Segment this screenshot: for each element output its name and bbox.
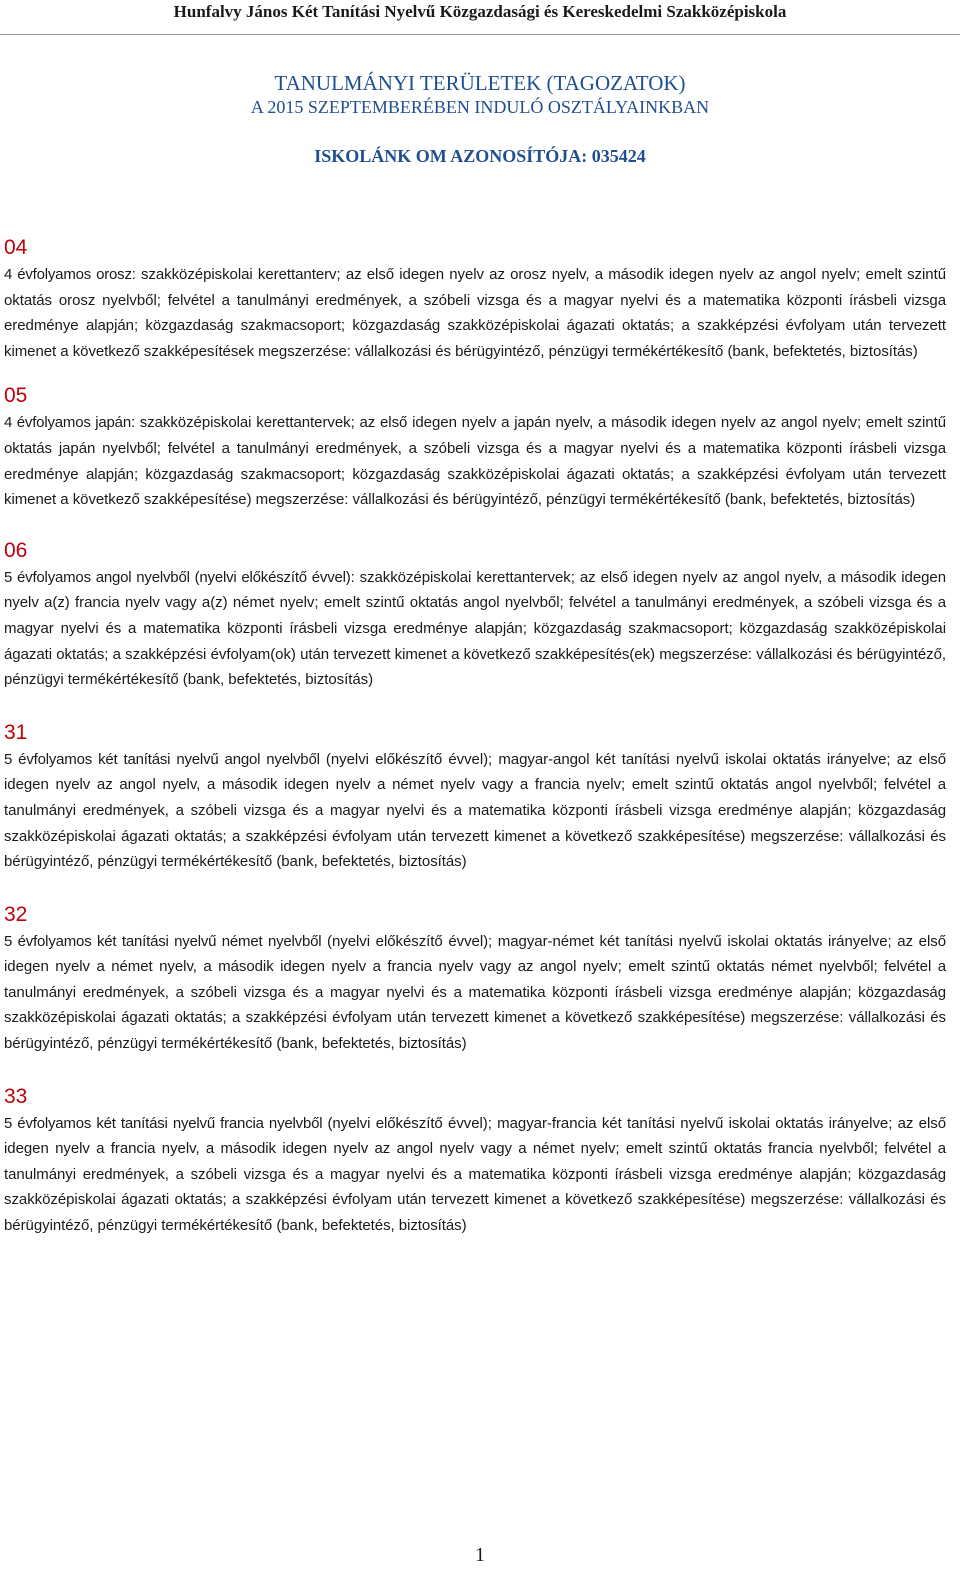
study-area-text: szakközépiskolai kerettanterv; az első idegen nyelv az orosz nyelv, a második idegen nyelv az angol nyelv; emelt szintű oktatás orosz nyelvből; felvétel a tanulmányi eredmények, a szóbeli vizsga és a magyar nyelvi és a matematika központi írásbeli vizsga eredménye alapján; közgazdaság szakmacsoport; közgazdaság szakközépiskolai ágazati oktatás; a szakképzési évfolyam után tervezett kimenet a következő szakképesítések megszerzése: vállalkozási és bérügyintéző, pénzügyi termékértékesítő (bank, befektetés, biztosítás) [4, 266, 946, 360]
study-area-description [4, 410, 946, 512]
study-area-description [4, 747, 946, 875]
study-area-lead: 5 évfolyamos két tanítási nyelvű angol nyelvből [4, 750, 320, 768]
study-areas-list [4, 234, 946, 1239]
study-area-lead: 5 évfolyamos két tanítási nyelvű francia nyelvből ( [4, 1114, 333, 1132]
study-area-lead: 4 évfolyamos japán: [4, 414, 135, 432]
study-area-section [4, 234, 946, 364]
study-area-description [4, 262, 946, 364]
sub-title: A 2015 SZEPTEMBERÉBEN INDULÓ OSZTÁLYAINKBAN [250, 97, 710, 117]
study-area-text: szakközépiskolai kerettantervek; az első idegen nyelv az angol nyelv, a második idegen nyelv a(z) francia nyelv vagy a(z) német nyelv; emelt szintű oktatás angol nyelvből; felvétel a tanulmányi eredmények, a szóbeli vizsga és a magyar nyelvi és a matematika központi írásbeli vizsga eredménye alapján; közgazdaság szakmacsoport; közgazdaság szakközépiskolai ágazati oktatás; a szakképzési évfolyam(ok) után tervezett kimenet a következő szakképesítés(ek) megszerzése: vállalkozási és bérügyintéző, pénzügyi termékértékesítő (bank, befektetés, biztosítás) [4, 568, 946, 689]
study-area-section [4, 901, 946, 1057]
study-area-lead: 5 évfolyamos két tanítási nyelvű német nyelvből [4, 932, 322, 950]
study-area-code: 33 [4, 1084, 28, 1108]
study-area-code: 32 [4, 902, 28, 926]
study-area-lead: 4 évfolyamos orosz: [4, 266, 136, 283]
study-area-text: nyelvi előkészítő évvel); magyar-francia két tanítási nyelvű iskolai oktatás irányelve; az első idegen nyelv a francia nyelv, a második idegen nyelv az angol nyelv vagy a német nyelv; emelt szintű oktatás francia nyelvből; felvétel a tanulmányi eredmények, a szóbeli vizsga és a magyar nyelvi és a matematika központi írásbeli vizsga eredménye alapján; közgazdaság szakközépiskolai ágazati oktatás; a szakképzési évfolyam után tervezett kimenet a következő szakképesítése) megszerzése: vállalkozási és bérügyintéző, pénzügyi termékértékesítő (bank, befektetés, biztosítás) [4, 1114, 946, 1235]
study-area-code: 06 [4, 538, 28, 562]
study-area-code: 31 [4, 720, 28, 744]
study-area-description [4, 1111, 946, 1239]
study-area-section [4, 382, 946, 512]
page-number: 1 [475, 1544, 485, 1566]
title-block [0, 70, 960, 167]
study-area-text: (nyelvi előkészítő évvel); magyar-angol két tanítási nyelvű iskolai oktatás irányelve; az első idegen nyelv az angol nyelv, a második idegen nyelv a német nyelv vagy a francia nyelv; emelt szintű oktatás angol nyelvből; felvétel a tanulmányi eredmények, a szóbeli vizsga és a magyar nyelvi és a matematika központi írásbeli vizsga eredménye alapján; közgazdaság szakközépiskolai ágazati oktatás; a szakképzési évfolyam után tervezett kimenet a következő szakképesítése) megszerzése: vállalkozási és bérügyintéző, pénzügyi termékértékesítő (bank, befektetés, biztosítás) [4, 750, 946, 871]
study-area-lead: 5 évfolyamos angol nyelvből (nyelvi előkészítő évvel): [4, 568, 355, 586]
school-name: Hunfalvy János Két Tanítási Nyelvű Közgazdasági és Kereskedelmi Szakközépiskola [173, 2, 787, 21]
study-area-description [4, 929, 946, 1057]
study-area-code: 04 [4, 236, 28, 259]
study-area-code: 05 [4, 384, 28, 408]
main-title: TANULMÁNYI TERÜLETEK (TAGOZATOK) [274, 71, 686, 95]
study-area-description [4, 565, 946, 693]
study-area-text: szakközépiskolai kerettantervek; az első idegen nyelv a japán nyelv, a második idegen nyelv az angol nyelv; emelt szintű oktatás japán nyelvből; felvétel a tanulmányi eredmények, a szóbeli vizsga és a magyar nyelvi és a matematika központi írásbeli vizsga eredménye alapján; közgazdaság szakmacsoport; közgazdaság szakközépiskolai ágazati oktatás; a szakképzési évfolyam után tervezett kimenet a következő szakképesítése) megszerzése: vállalkozási és bérügyintéző, pénzügyi termékértékesítő (bank, befektetés, biztosítás) [4, 414, 946, 509]
study-area-section [4, 537, 946, 693]
study-area-text: (nyelvi előkészítő évvel); magyar-német két tanítási nyelvű iskolai oktatás irányelve; az első idegen nyelv a német nyelv, a második idegen nyelv a francia nyelv vagy az angol nyelv; emelt szintű oktatás német nyelvből; felvétel a tanulmányi eredmények, a szóbeli vizsga és a magyar nyelvi és a matematika központi írásbeli vizsga eredménye alapján; közgazdaság szakközépiskolai ágazati oktatás; a szakképzési évfolyam után tervezett kimenet a következő szakképesítése) megszerzése: vállalkozási és bérügyintéző, pénzügyi termékértékesítő (bank, befektetés, biztosítás) [4, 932, 946, 1053]
study-area-section [4, 1083, 946, 1239]
study-area-section [4, 719, 946, 875]
om-id-line: ISKOLÁNK OM AZONOSÍTÓJA: 035424 [314, 146, 646, 166]
page-header [0, 0, 960, 35]
